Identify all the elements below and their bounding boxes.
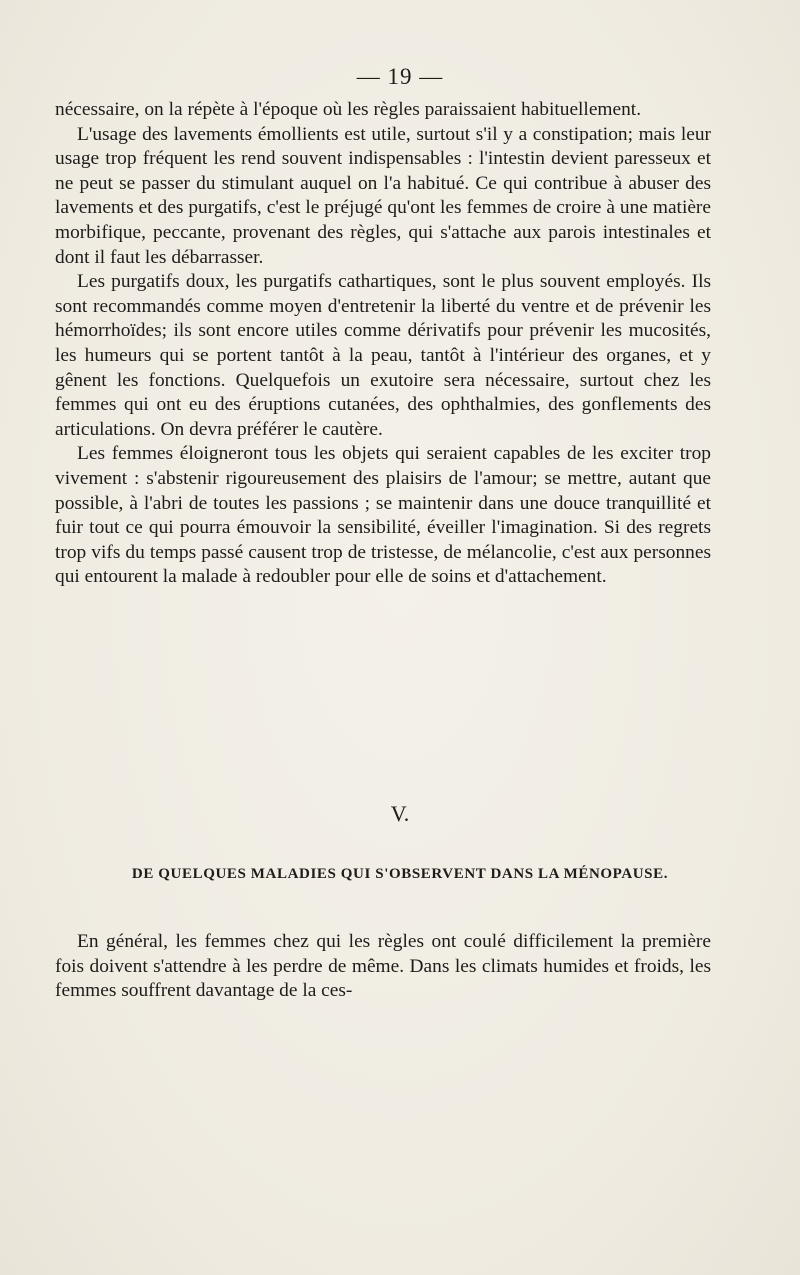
section-numeral: V. [390, 801, 410, 826]
paragraph: En général, les femmes chez qui les règles ont coulé difficilement la première fois doivent s'attendre à les perdre de même. Dans les climats humides et froids, les femmes souffrent davantage de la ces- [55, 931, 711, 1002]
text-block-bottom [55, 930, 711, 1004]
paragraph: Les purgatifs doux, les purgatifs cathartiques, sont le plus souvent employés. Ils sont recommandés comme moyen d'entretenir la liberté du ventre et de prévenir les hémorrhoïdes; ils sont encore utiles comme dérivatifs pour prévenir les mucosités, les humeurs qui se portent tantôt à la peau, tantôt à l'intérieur des organes, et y gênent les fonctions. Quelquefois un exutoire sera nécessaire, surtout chez les femmes qui ont eu des éruptions cutanées, des ophthalmies, des gonflements des articulations. On devra préférer le cautère. [55, 271, 711, 440]
paragraph: nécessaire, on la répète à l'époque où les règles paraissaient habituellement. [55, 99, 642, 120]
paragraph: L'usage des lavements émollients est utile, surtout s'il y a constipation; mais leur usage trop fréquent les rend souvent indispensables : l'intestin devient paresseux et ne peut se passer du stimulant auquel on l'a habitué. Ce qui contribue à abuser des lavements et des purgatifs, c'est le préjugé qu'ont les femmes de croire à une matière morbifique, peccante, provenant des règles, qui s'attache aux parois intestinales et dont il faut les débarrasser. [55, 123, 711, 268]
section-title: DE QUELQUES MALADIES QUI S'OBSERVENT DANS LA MÉNOPAUSE. [131, 866, 669, 882]
page-number: — 19 — [356, 64, 444, 89]
paragraph: Les femmes éloigneront tous les objets qui seraient capables de les exciter trop vivement : s'abstenir rigoureusement des plaisirs de l'amour; se mettre, autant que possible, à l'abri de toutes les passions ; se maintenir dans une douce tranquillité et fuir tout ce qui pourra émouvoir la sensibilité, éveiller l'imagination. Si des regrets trop vifs du temps passé causent trop de tristesse, de mélancolie, c'est aux personnes qui entourent la malade à redoubler pour elle de soins et d'attachement. [55, 443, 711, 588]
text-block-top [55, 98, 711, 590]
